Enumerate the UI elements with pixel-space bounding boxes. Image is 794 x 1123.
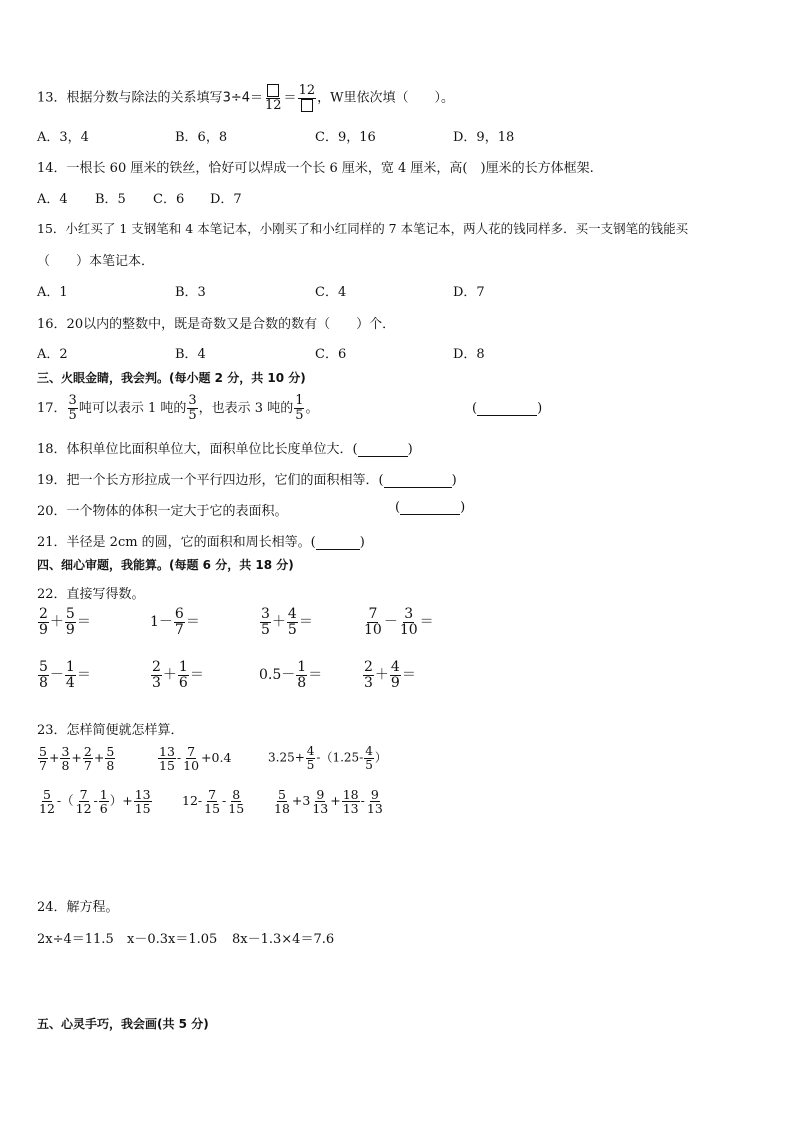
equals-sign: ＝ [419, 614, 434, 631]
fraction [65, 607, 76, 637]
option-c[interactable]: C．4 [315, 285, 347, 300]
operator: + [93, 750, 105, 766]
paren: ) [407, 442, 413, 457]
operator: ＋ [271, 614, 286, 631]
calc-item [362, 660, 416, 690]
denominator: 5 [306, 757, 315, 772]
denominator: 6 [178, 674, 188, 691]
fraction [311, 788, 329, 815]
fraction [151, 660, 162, 690]
section-4-title: 四、细心审题，我能算。(每题 6 分，共 18 分) [37, 558, 294, 572]
expression-mid: -（ [56, 793, 74, 809]
operator: + [71, 750, 82, 766]
fraction [38, 745, 48, 772]
numerator: 8 [232, 787, 241, 802]
fraction [296, 660, 307, 690]
question-text: 。 [305, 401, 319, 416]
question-text: 21．半径是 2cm 的圆，它的面积和周长相等。( [37, 535, 316, 550]
numerator: 5 [39, 659, 48, 675]
denominator: 10 [399, 621, 418, 638]
operator: - [360, 793, 365, 809]
denominator: 12 [39, 801, 55, 817]
calc-item [259, 607, 313, 637]
question-18 [37, 438, 413, 457]
operator: + [330, 793, 341, 809]
fraction [68, 394, 78, 422]
option-b[interactable]: B．4 [175, 347, 206, 362]
numerator: 3 [261, 606, 270, 622]
question-21 [37, 531, 365, 550]
fraction [260, 607, 271, 637]
operator: - [93, 793, 98, 809]
question-19 [37, 469, 457, 488]
denominator: 6 [99, 801, 108, 817]
blank-box [301, 99, 313, 112]
denominator: 4 [65, 674, 75, 691]
fraction [75, 788, 93, 815]
numerator: 9 [370, 787, 379, 802]
denominator: 13 [312, 801, 329, 817]
fraction [182, 745, 200, 772]
denominator: 5 [365, 757, 373, 772]
denominator: 8 [297, 674, 307, 691]
expression-lead: 3.25+ [268, 750, 305, 765]
denominator: 9 [39, 621, 48, 638]
fraction [298, 84, 317, 112]
numerator: 9 [316, 787, 325, 802]
calc-item [37, 607, 91, 637]
numerator: 4 [390, 659, 400, 675]
calc-item [37, 660, 91, 690]
operator: + [48, 750, 60, 766]
fraction [174, 607, 185, 637]
expression: 3÷4＝ [222, 90, 263, 106]
numerator: 7 [368, 606, 378, 622]
operator: +3 [291, 793, 311, 809]
numerator: 7 [208, 787, 217, 802]
paren: ) [537, 401, 543, 416]
numerator: 5 [65, 606, 75, 622]
denominator: 5 [68, 408, 77, 423]
option-a[interactable]: A．1 [37, 285, 68, 300]
fraction [38, 660, 49, 690]
operator: － [49, 667, 64, 684]
question-15-line1: 15．小红买了 1 支钢笔和 4 本笔记本，小刚买了和小红同样的 7 本笔记本，两人花的钱同样多．买一支钢笔的钱能买 [37, 221, 689, 236]
equation-2: x－0.3x＝1.05 [127, 932, 218, 947]
question-text: ，W里依次填（ ）。 [317, 90, 454, 106]
question-24-title: 24．解方程。 [37, 900, 119, 915]
denominator: 8 [39, 674, 48, 691]
numerator: 2 [39, 606, 48, 622]
numerator: 4 [306, 744, 315, 758]
numerator: 1 [65, 659, 75, 675]
denominator: 10 [183, 758, 200, 774]
question-14: 14．一根长 60 厘米的铁丝，恰好可以焊成一个长 6 厘米，宽 4 厘米，高( )厘米的长方体框架. [37, 161, 594, 176]
expression-lead: 12- [182, 793, 203, 809]
question-text: 吨可以表示 1 吨的 [78, 401, 187, 416]
blank-box [267, 84, 279, 97]
numerator: 4 [365, 744, 373, 758]
fraction [203, 788, 221, 815]
calc-item [259, 660, 322, 690]
numerator: 2 [83, 744, 92, 759]
paren: ( [395, 500, 401, 515]
fraction [134, 788, 152, 815]
option-c[interactable]: C．6 [315, 347, 347, 362]
option-b[interactable]: B．6，8 [175, 130, 228, 145]
expression-tail: ） [374, 750, 387, 765]
calc-item [150, 660, 204, 690]
numerator: 5 [39, 744, 47, 759]
fraction [187, 394, 197, 422]
fraction [99, 788, 109, 815]
option-d[interactable]: D．7 [453, 285, 485, 300]
numerator: 1 [295, 393, 304, 409]
expression-tail: +0.4 [201, 750, 232, 766]
numerator: 7 [79, 787, 88, 802]
operator: － [383, 614, 398, 631]
fraction [390, 660, 401, 690]
question-text: 18．体积单位比面积单位大，面积单位比长度单位大．( [37, 442, 358, 457]
option-a[interactable]: A．4 [37, 192, 68, 207]
expression-2 [157, 745, 231, 772]
expression-lead: 1－ [150, 614, 173, 631]
question-20: 20．一个物体的体积一定大于它的表面积。 [37, 504, 288, 519]
fraction [363, 660, 374, 690]
numerator: 1 [178, 659, 188, 675]
denominator: 7 [39, 758, 47, 774]
numerator: 3 [68, 393, 77, 409]
denominator: 5 [287, 621, 297, 638]
expression-1 [37, 745, 116, 772]
numerator: 5 [277, 787, 286, 802]
calc-item [362, 607, 434, 637]
denominator: 10 [364, 621, 382, 638]
operator: - [176, 750, 182, 766]
expression-5 [182, 788, 246, 815]
numerator: 6 [174, 606, 184, 622]
denominator: 3 [364, 674, 373, 691]
denominator: 15 [159, 758, 175, 774]
section-3-title: 三、火眼金睛，我会判。(每小题 2 分，共 10 分) [37, 371, 306, 385]
question-15-line2: （ ）本笔记本． [37, 254, 155, 269]
question-16: 16．20以内的整数中，既是奇数又是合数的数有（ ）个． [37, 317, 396, 332]
fraction [366, 788, 384, 815]
equals-sign: ＝ [283, 90, 297, 106]
fraction [364, 745, 374, 771]
numerator: 5 [42, 787, 51, 802]
denominator: 7 [174, 621, 184, 638]
equals-sign: ＝ [76, 667, 91, 684]
fraction [294, 394, 304, 422]
equation-1: 2x÷4＝11.5 [37, 932, 114, 947]
equals-sign: ＝ [401, 667, 416, 684]
denominator: 13 [366, 801, 383, 817]
section-5-title: 五、心灵手巧，我会画(共 5 分) [37, 1017, 209, 1031]
option-d[interactable]: D．8 [453, 347, 485, 362]
numerator: 5 [106, 744, 115, 759]
expression-mid: ）+ [109, 793, 133, 809]
fraction [363, 607, 383, 637]
denominator: 15 [204, 801, 221, 817]
numerator: 4 [287, 606, 297, 622]
question-13 [37, 84, 454, 112]
numerator: 3 [404, 606, 414, 622]
numerator: 18 [342, 787, 359, 802]
numerator: 12 [298, 83, 316, 98]
equals-sign: ＝ [308, 667, 323, 684]
answer-line[interactable] [384, 474, 452, 488]
denominator: 7 [83, 758, 92, 774]
option-a[interactable]: A．2 [37, 347, 68, 362]
denominator: 8 [106, 758, 115, 774]
operator: ＋ [162, 667, 177, 684]
denominator: 3 [152, 674, 161, 691]
question-number: 13． [37, 90, 67, 106]
denominator: 5 [295, 408, 304, 423]
answer-line[interactable] [400, 501, 460, 515]
operator: ＋ [49, 614, 64, 631]
numerator: 2 [364, 659, 373, 675]
fraction [83, 745, 93, 772]
operator: ＋ [374, 667, 389, 684]
equals-sign: ＝ [189, 667, 204, 684]
paren: ) [451, 473, 457, 488]
fraction [38, 788, 56, 815]
denominator: 5 [261, 621, 270, 638]
fraction [306, 745, 316, 771]
fraction [158, 745, 176, 772]
option-d[interactable]: D．9，18 [453, 130, 515, 145]
expression-3 [268, 745, 387, 771]
equals-sign: ＝ [76, 614, 91, 631]
option-c[interactable]: C．9，16 [315, 130, 376, 145]
numerator: 2 [152, 659, 161, 675]
option-d[interactable]: D．7 [210, 192, 242, 207]
paren: ) [359, 535, 365, 550]
expression-4 [37, 788, 153, 815]
denominator: 13 [342, 801, 359, 817]
numerator: 3 [188, 393, 197, 409]
numerator: 13 [159, 744, 175, 759]
question-text: 根据分数与除法的关系填写 [66, 90, 223, 106]
denominator: 12 [75, 801, 92, 817]
denominator: 18 [274, 801, 290, 817]
denominator: 15 [228, 801, 245, 817]
numerator: 7 [187, 744, 196, 759]
calc-item [150, 607, 200, 637]
answer-line[interactable] [358, 443, 408, 457]
fraction [38, 607, 49, 637]
paren: ) [460, 500, 466, 515]
answer-blank[interactable] [395, 500, 465, 515]
denominator: 9 [65, 621, 75, 638]
denominator: 5 [188, 408, 197, 423]
fraction [273, 788, 291, 815]
numerator: 3 [61, 744, 70, 759]
fraction [227, 788, 245, 815]
fraction [60, 745, 70, 772]
fraction [65, 660, 76, 690]
question-text: 19．把一个长方形拉成一个平行四边形，它们的面积相等．( [37, 473, 384, 488]
question-22-title: 22．直接写得数。 [37, 587, 145, 602]
paren: ( [472, 401, 478, 416]
question-17 [37, 390, 319, 428]
answer-line[interactable] [316, 536, 360, 550]
option-a[interactable]: A．3，4 [37, 130, 89, 145]
numerator: 13 [134, 787, 151, 802]
fraction [178, 660, 189, 690]
option-b[interactable]: B．5 [95, 192, 126, 207]
equation-3: 8x－1.3×4＝7.6 [232, 932, 335, 947]
equals-sign: ＝ [298, 614, 313, 631]
denominator: 15 [134, 801, 151, 817]
numerator: 1 [99, 787, 108, 802]
expression-lead: 0.5－ [259, 667, 296, 684]
answer-line[interactable] [477, 402, 537, 416]
fraction [342, 788, 360, 815]
denominator: 9 [390, 674, 400, 691]
expression-6 [272, 788, 385, 815]
fraction [105, 745, 115, 772]
answer-blank[interactable] [472, 401, 542, 416]
equals-sign: ＝ [185, 614, 200, 631]
fraction [287, 607, 298, 637]
fraction [264, 84, 283, 112]
question-23-title: 23．怎样简便就怎样算． [37, 723, 184, 738]
numerator: 1 [297, 659, 307, 675]
denominator: 8 [61, 758, 70, 774]
question-number: 17． [37, 401, 67, 416]
question-text: ，也表示 3 吨的 [198, 401, 294, 416]
operator: - [222, 793, 227, 809]
option-b[interactable]: B．3 [175, 285, 206, 300]
expression-mid: -（1.25- [316, 750, 364, 765]
fraction [399, 607, 419, 637]
option-c[interactable]: C．6 [153, 192, 185, 207]
denominator: 12 [265, 97, 282, 113]
